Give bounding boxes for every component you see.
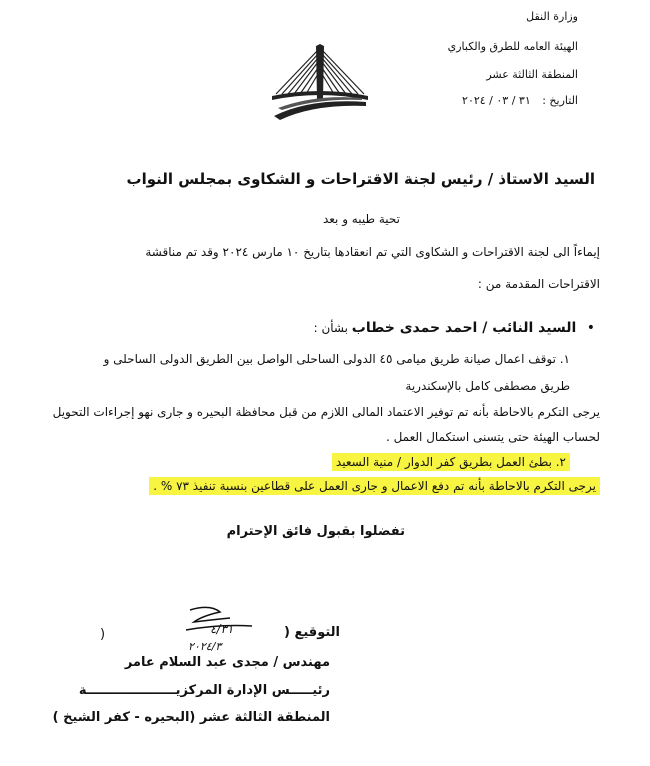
reply-2: يرجى التكرم بالاحاطة بأنه تم دفع الاعمال و جارى العمل على قطاعين بنسبة تنفيذ ٧٣ % . bbox=[149, 477, 600, 495]
authority-name: الهيئة العامه للطرق والكباري bbox=[447, 40, 578, 53]
intro-line-2: الاقتراحات المقدمة من : bbox=[477, 277, 600, 291]
item-1-line-2: طريق مصطفى كامل بالإسكندرية bbox=[405, 379, 570, 393]
signer-title: رئيـــــس الإدارة المركزيــــــــــــــــــــة bbox=[78, 683, 330, 698]
signature-label: التوقيع ( bbox=[284, 625, 340, 640]
item-2: ٢. بطئ العمل بطريق كفر الدوار / منية السعيد bbox=[332, 453, 570, 471]
ministry-name: وزارة النقل bbox=[526, 10, 578, 23]
signature-close-paren: ) bbox=[100, 627, 106, 642]
date-value: ٣١ / ٠٣ / ٢٠٢٤ bbox=[462, 94, 531, 107]
intro-line-1: إيماءاً الى لجنة الاقتراحات و الشكاوى التي تم انعقادها بتاريخ ١٠ مارس ٢٠٢٤ وقد تم مناقشة bbox=[145, 245, 600, 259]
bullet-icon: • bbox=[586, 320, 595, 336]
member-suffix: بشأن : bbox=[313, 321, 352, 335]
reply-1-line-2: لحساب الهيئة حتى يتسنى استكمال العمل . bbox=[385, 430, 600, 444]
greeting: تحية طيبه و بعد bbox=[322, 212, 400, 226]
member-name: السيد النائب / احمد حمدى خطاب bbox=[351, 320, 577, 336]
signer-region: المنطقة الثالثة عشر (البحيره - كفر الشيخ ) bbox=[52, 710, 330, 725]
addressee-title: السيد الاستاذ / رئيس لجنة الاقتراحات و الشكاوى بمجلس النواب bbox=[126, 170, 595, 188]
signature-handwritten-year: ٢٠٢٤/٣ bbox=[188, 640, 222, 653]
signer-name: مهندس / مجدى عبد السلام عامر bbox=[124, 655, 330, 670]
date-label: التاريخ : bbox=[542, 94, 578, 107]
member-line bbox=[314, 320, 595, 336]
region-name: المنطقة الثالثة عشر bbox=[486, 68, 578, 81]
bridge-logo bbox=[270, 42, 370, 122]
date-line bbox=[462, 94, 578, 107]
item-1-line-1: ١. توقف اعمال صيانة طريق ميامى ٤٥ الدولى الساحلى الواصل بين الطريق الدولى الساحلى و bbox=[103, 352, 570, 366]
signature-handwritten-date: ٤/٣١ bbox=[210, 622, 234, 636]
closing: تفضلوا بقبول فائق الإحترام bbox=[226, 524, 405, 539]
reply-1-line-1: يرجى التكرم بالاحاطة بأنه تم توفير الاعتماد المالى اللازم من قبل محافظة البحيره و جارى نهو إجراءات التحويل bbox=[52, 405, 600, 419]
